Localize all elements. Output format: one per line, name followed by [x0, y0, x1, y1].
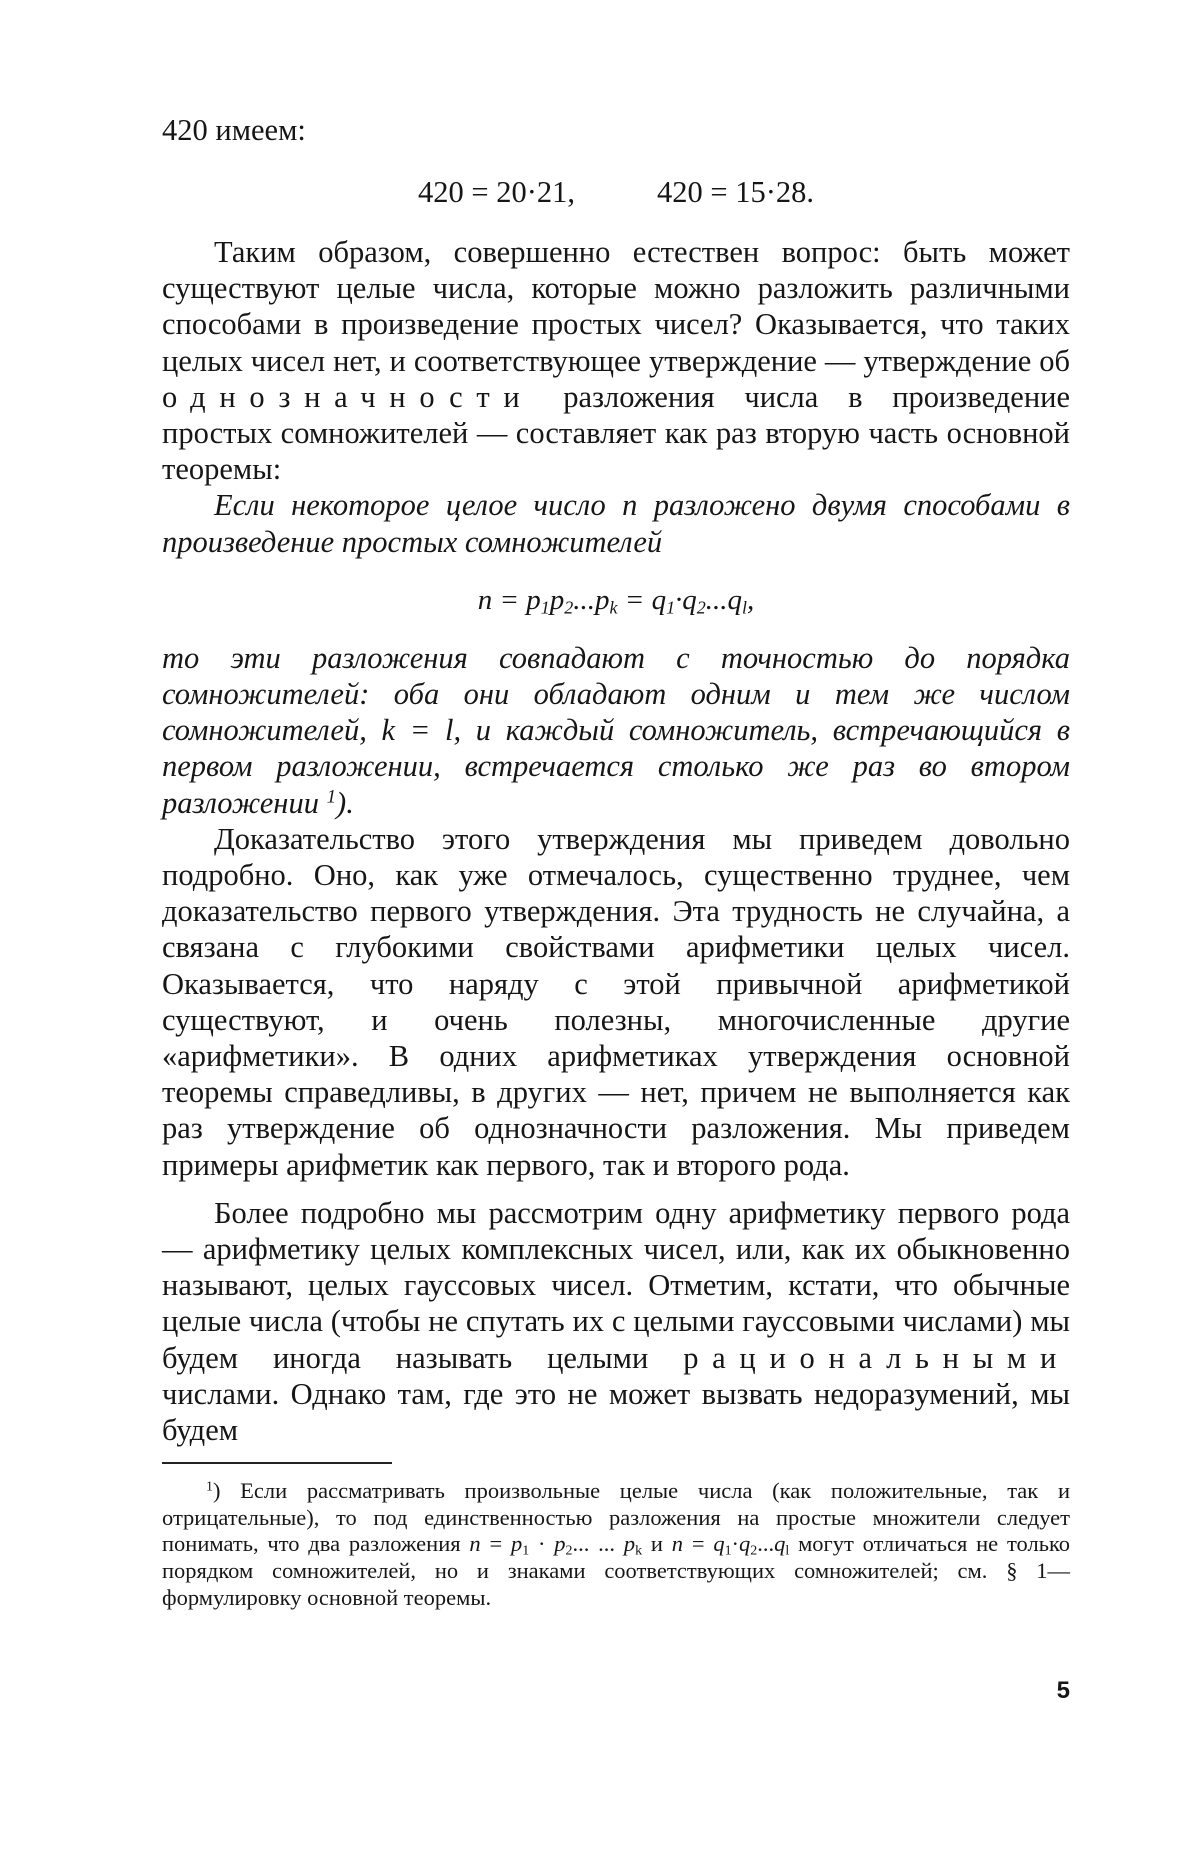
- footnote: $^1$) Если рассматривать произвольные целые числа (как положительные, так и отрицательные), то под единственностью разложения на простые множители следует понимать, что два разложения $n = p_1 \cdot p_2$... ... $p_k$ и $n = q_1\cdot q_2...q_l$ могут отличаться не только порядком сомножителей, но и знаками соответствующих сомножителей; см. § 1—формулировку основной теоремы.: [162, 1478, 1070, 1610]
- equation-right: 420 = 15·28.: [657, 175, 814, 209]
- intro-line: 420 имеем:: [162, 113, 306, 147]
- equation-left: 420 = 20·21,: [418, 175, 575, 209]
- para3-text-a: Более подробно мы рассмотрим одну арифметику первого рода — арифметику целых комплексных чисел, или, как их обыкновенно называют, целых гауссовых чисел. Отметим, кстати, что обычные целые числа (чтобы не спутать их с целыми гауссовыми числами) мы будем иногда называть целыми: [162, 1195, 1070, 1375]
- page-number: 5: [1056, 1677, 1070, 1704]
- para1-spaced-word: однозначности: [162, 379, 534, 414]
- para1-text-b: разложения числа в произведение простых сомножителей — составляет как раз вторую часть основной теоремы:: [162, 379, 1070, 487]
- footnote-reference: 1: [326, 786, 337, 808]
- theorem-statement-part2: то эти разложения совпадают с точностью до порядка сомножителей: оба они обладают одним и тем же числом сомножителей, k = l, и каждый сомножитель, встречающийся в первом разложении, встречается столько же раз во втором разложении $^1$).: [162, 640, 1070, 820]
- para3-text-b: числами. Однако там, где это не может вызвать недоразумений, мы будем: [162, 1376, 1070, 1448]
- paragraph-question: [162, 234, 1070, 487]
- para1-text-a: Таким образом, совершенно естествен вопрос: быть может существуют целые числа, которые можно разложить различными способами в произведение простых чисел? Оказывается, что таких целых чисел нет, и соответствующее утверждение — утверждение об: [162, 235, 1070, 378]
- paragraph-gaussian: [162, 1195, 1070, 1448]
- footnote-divider: [162, 1462, 392, 1464]
- para3-spaced-word: рациональными: [683, 1340, 1070, 1375]
- example-equations: [162, 174, 1070, 210]
- theorem-formula: $n = p_1p_2...p_k = q_1\cdot q_2...q_l$,: [477, 583, 755, 618]
- paragraph-proof-intro: Доказательство этого утверждения мы приведем довольно подробно. Оно, как уже отмечалось, существенно труднее, чем доказательство первого утверждения. Эта трудность не случайна, а связана с глубокими свойствами арифметики целых чисел. Оказывается, что наряду с этой привычной арифметикой существуют, и очень полезны, многочисленные другие «арифметики». В одних арифметиках утверждения основной теоремы справедливы, в других — нет, причем не выполняется как раз утверждение об однозначности разложения. Мы приведем примеры арифметик как первого, так и второго рода.: [162, 821, 1070, 1182]
- theorem-statement-part1: Если некоторое целое число n разложено двумя способами в произведение простых сомножителей: [162, 488, 1070, 559]
- footnote-mark: 1: [206, 1479, 213, 1495]
- page-content: [162, 112, 1070, 1812]
